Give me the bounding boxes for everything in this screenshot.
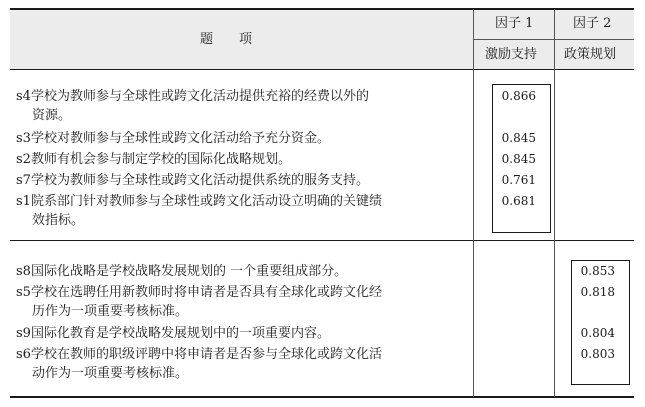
header-item-label: 题 项 bbox=[200, 32, 253, 47]
item-text-cont: 动作为一项重要考核标准。 bbox=[32, 366, 189, 381]
item-code: s5 bbox=[16, 285, 31, 300]
item-code: s8 bbox=[16, 264, 31, 279]
loading-value-s9: 0.804 bbox=[580, 326, 615, 340]
table-row-s8 bbox=[16, 262, 347, 281]
loading-value-s4: 0.866 bbox=[501, 89, 536, 103]
item-text: 学校在教师的职级评聘中将申请者是否参与全球化或跨文化活 bbox=[30, 347, 382, 362]
item-code: s3 bbox=[16, 131, 31, 146]
item-text: 学校为教师参与全球性或跨文化活动提供系统的服务支持。 bbox=[30, 173, 369, 188]
item-text: 院系部门针对教师参与全球性或跨文化活动设立明确的关键绩 bbox=[30, 194, 382, 209]
item-text: 学校对教师参与全球性或跨文化活动给予充分资金。 bbox=[30, 131, 330, 146]
table-row-s6 bbox=[16, 345, 382, 383]
loading-value-s2: 0.845 bbox=[501, 152, 536, 166]
item-code: s1 bbox=[16, 194, 31, 209]
item-text-cont: 资源。 bbox=[32, 108, 72, 123]
loading-value-s1: 0.681 bbox=[501, 194, 536, 208]
table-row-s1 bbox=[16, 192, 382, 230]
loading-value-s5: 0.818 bbox=[580, 285, 615, 299]
table-row-s7 bbox=[16, 171, 369, 190]
header-factor1-label: 因子 1 bbox=[495, 16, 534, 31]
group-separator-rule bbox=[10, 240, 634, 241]
item-code: s9 bbox=[16, 326, 31, 341]
col-divider-1 bbox=[473, 9, 474, 397]
table-row-s9 bbox=[16, 324, 330, 343]
header-factor1-name: 激励支持 bbox=[485, 47, 538, 62]
item-text-cont: 效指标。 bbox=[32, 213, 85, 228]
col-divider-2 bbox=[554, 9, 555, 397]
top-rule bbox=[10, 8, 634, 10]
bottom-rule bbox=[10, 396, 634, 398]
header-bottom-rule bbox=[10, 69, 634, 70]
item-text: 国际化战略是学校战略发展规划的 一个重要组成部分。 bbox=[30, 264, 348, 279]
loading-value-s8: 0.853 bbox=[580, 264, 615, 278]
header-factor2-label: 因子 2 bbox=[573, 16, 612, 31]
item-code: s2 bbox=[16, 152, 31, 167]
item-text: 教师有机会参与制定学校的国际化战略规划。 bbox=[30, 152, 291, 167]
loading-value-s7: 0.761 bbox=[501, 173, 536, 187]
item-text: 学校在选聘任用新教师时将申请者是否具有全球化或跨文化经 bbox=[30, 285, 382, 300]
header-factor2-name: 政策规划 bbox=[564, 47, 617, 62]
table-row-s3 bbox=[16, 129, 330, 148]
loading-value-s3: 0.845 bbox=[501, 131, 536, 145]
item-text: 学校为教师参与全球性或跨文化活动提供充裕的经费以外的 bbox=[30, 89, 369, 104]
table-row-s4 bbox=[16, 87, 369, 125]
item-text-cont: 历作为一项重要考核标准。 bbox=[32, 304, 189, 319]
item-code: s6 bbox=[16, 347, 31, 362]
item-text: 国际化教育是学校战略发展规划中的一项重要内容。 bbox=[30, 326, 330, 341]
table-row-s5 bbox=[16, 283, 382, 321]
loading-value-s6: 0.803 bbox=[580, 347, 615, 361]
item-code: s7 bbox=[16, 173, 31, 188]
table-row-s2 bbox=[16, 150, 291, 169]
item-code: s4 bbox=[16, 89, 31, 104]
